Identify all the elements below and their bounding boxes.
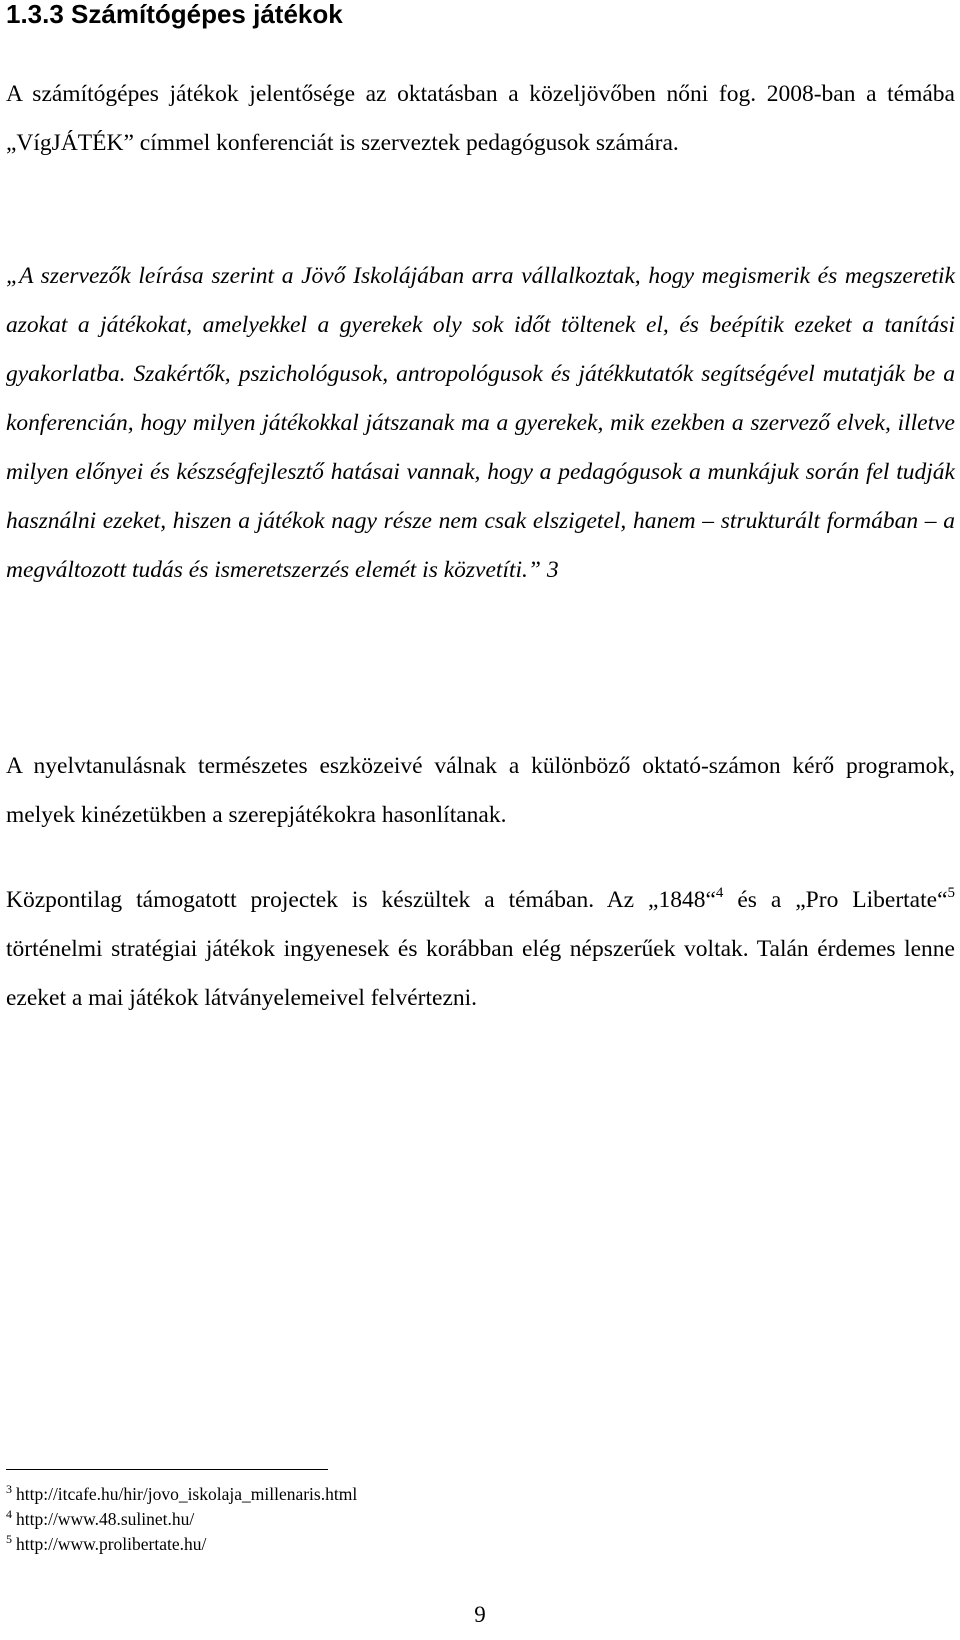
projects-text-part2: és a „Pro Libertate“ — [723, 887, 948, 913]
footnote-item — [6, 1532, 357, 1557]
language-learning-paragraph: A nyelvtanulásnak természetes eszközeivé válnak a különböző oktató-számon kérő programok, melyek kinézetükben a szerepjátékokra hasonlítanak. — [6, 753, 955, 828]
quote-text: „A szervezők leírása szerint a Jövő Iskolájában arra vállalkoztak, hogy megismerik és megszeretik azokat a játékokat, amelyekkel a gyerekek oly sok időt töltenek el, és beépítik ezeket a tanítási gyakorlatba. Szakértők, pszichológusok, antropológusok és játékkutatók segítségével mutatják be a konferencián, hogy milyen játékokkal játszanak ma a gyerekek, mik ezekben a szervező elvek, illetve milyen előnyei és készségfejlesztő hatásai vannak, hogy a pedagógusok a munkájuk során fel tudják használni ezeket, hiszen a játékok nagy része nem csak elszigetel, hanem – strukturált formában – a megváltozott tudás és ismeretszerzés elemét is közvetíti.” — [6, 263, 955, 583]
page-number: 9 — [474, 1602, 486, 1627]
footnote-reference-5: 5 — [947, 885, 956, 901]
footnote-number: 5 — [6, 1532, 12, 1546]
footnote-number: 3 — [6, 1482, 12, 1496]
projects-paragraph — [6, 876, 955, 1023]
footnote-item — [6, 1507, 357, 1532]
section-heading: 1.3.3 Számítógépes játékok — [6, 0, 343, 29]
footnote-reference-4: 4 — [715, 885, 724, 901]
footnote-link[interactable]: http://www.prolibertate.hu/ — [16, 1534, 207, 1554]
projects-text-part3: történelmi stratégiai játékok ingyenesek és korábban elég népszerűek voltak. Talán érdemes lenne ezeket a mai játékok látványelemeivel felvértezni. — [6, 936, 955, 1011]
footnote-number: 4 — [6, 1507, 12, 1521]
footnote-link[interactable]: http://itcafe.hu/hir/jovo_iskolaja_millenaris.html — [16, 1484, 358, 1504]
intro-paragraph: A számítógépes játékok jelentősége az oktatásban a közeljövőben nőni fog. 2008-ban a témába „VígJÁTÉK” címmel konferenciát is szerveztek pedagógusok számára. — [6, 81, 955, 156]
footnote-reference-3: 3 — [540, 557, 559, 583]
footnote-item — [6, 1482, 357, 1507]
footnotes — [6, 1482, 357, 1557]
quote-paragraph — [6, 252, 955, 595]
footnote-link[interactable]: http://www.48.sulinet.hu/ — [16, 1509, 195, 1529]
projects-text-part1: Központilag támogatott projectek is készültek a témában. Az „1848“ — [6, 887, 716, 913]
footnote-separator — [6, 1469, 328, 1470]
